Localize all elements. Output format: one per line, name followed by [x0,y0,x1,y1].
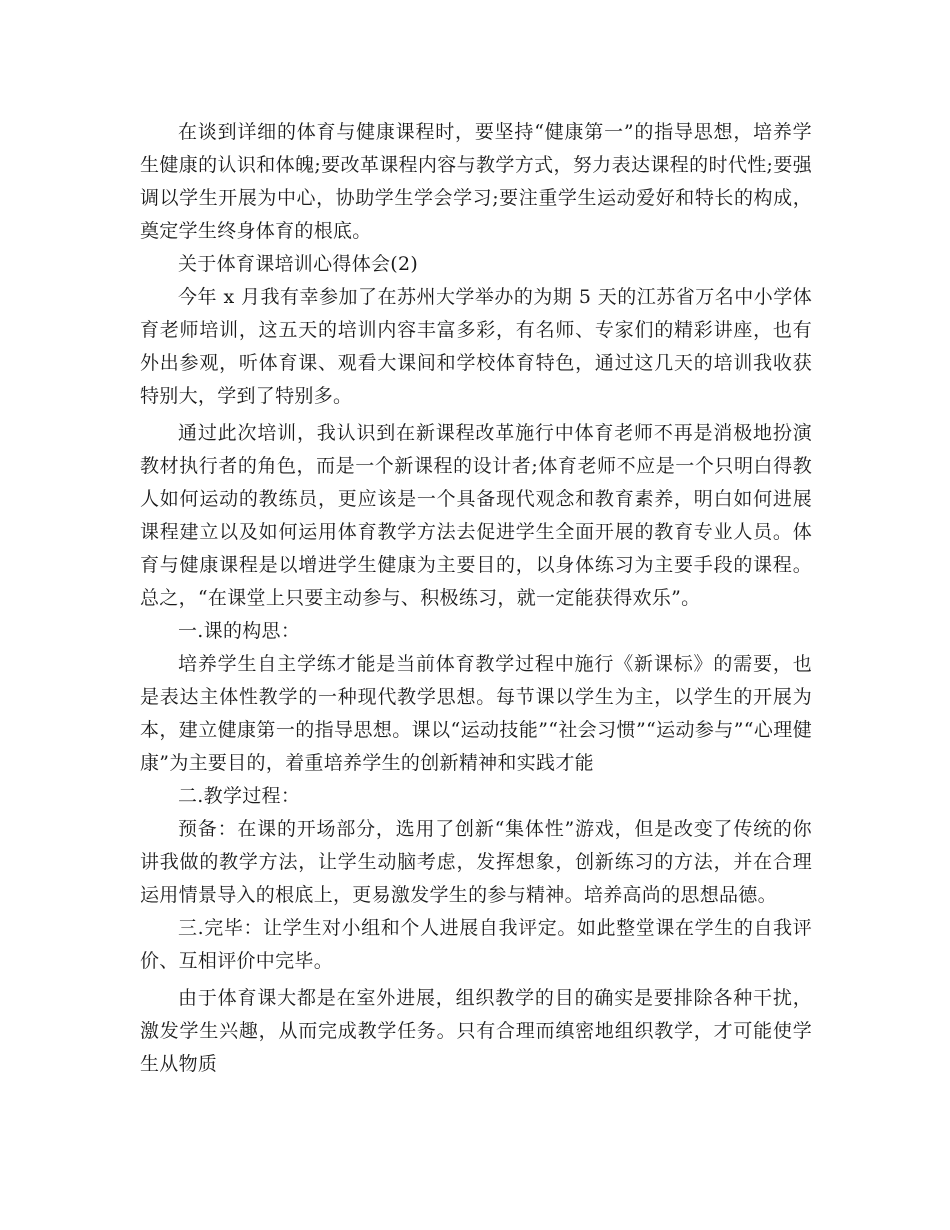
paragraph-insight: 通过此次培训，我认识到在新课程改革施行中体育老师不再是消极地扮演教材执行者的角色，而是一个新课程的设计者;体育老师不应是一个只明白得教人如何运动的教练员，更应该是一个具备现代观念和教育素养，明白如何进展课程建立以及如何运用体育教学方法去促进学生全面开展的教育专业人员。体育与健康课程是以增进学生健康为主要目的，以身体练习为主要手段的课程。总之，“在课堂上只要主动参与、积极练习，就一定能获得欢乐”。 [140,422,812,609]
subheading-lesson-concept: 一.课的构思： [178,620,301,642]
paragraph-training: 今年 x 月我有幸参加了在苏州大学举办的为期 5 天的江苏省万名中小学体育老师培训，这五天的培训内容丰富多彩，有名师、专家们的精彩讲座，也有外出参观，听体育课、观看大课间和学校体育特色，通过这几天的培训我收获特别大，学到了特别多。 [140,286,812,407]
paragraph-intro: 在谈到详细的体育与健康课程时，要坚持“健康第一”的指导思想，培养学生健康的认识和体魄;要改革课程内容与教学方式，努力表达课程的时代性;要强调以学生开展为中心，协助学生学会学习;要注重学生运动爱好和特长的构成，奠定学生终身体育的根底。 [140,121,812,242]
section-heading: 关于体育课培训心得体会(2) [178,253,419,275]
subheading-teaching-process: 二.教学过程： [178,785,301,807]
paragraph-organization: 由于体育课大都是在室外进展，组织教学的目的确实是要排除各种干扰，激发学生兴趣，从而完成教学任务。只有合理而缜密地组织教学，才可能使学生从物质 [140,987,812,1075]
paragraph-preparation: 预备：在课的开场部分，选用了创新“集体性”游戏，但是改变了传统的你讲我做的教学方法，让学生动脑考虑，发挥想象，创新练习的方法，并在合理运用情景导入的根底上，更易激发学生的参与精神。培养高尚的思想品德。 [140,818,812,906]
paragraph-lesson-concept: 培养学生自主学练才能是当前体育教学过程中施行《新课标》的需要，也是表达主体性教学的一种现代教学思想。每节课以学生为主，以学生的开展为本，建立健康第一的指导思想。课以“运动技能”“社会习惯”“运动参与”“心理健康”为主要目的，着重培养学生的创新精神和实践才能 [140,653,812,774]
paragraph-ending: 三.完毕：让学生对小组和个人进展自我评定。如此整堂课在学生的自我评价、互相评价中完毕。 [140,917,812,972]
document-body [140,116,812,1081]
